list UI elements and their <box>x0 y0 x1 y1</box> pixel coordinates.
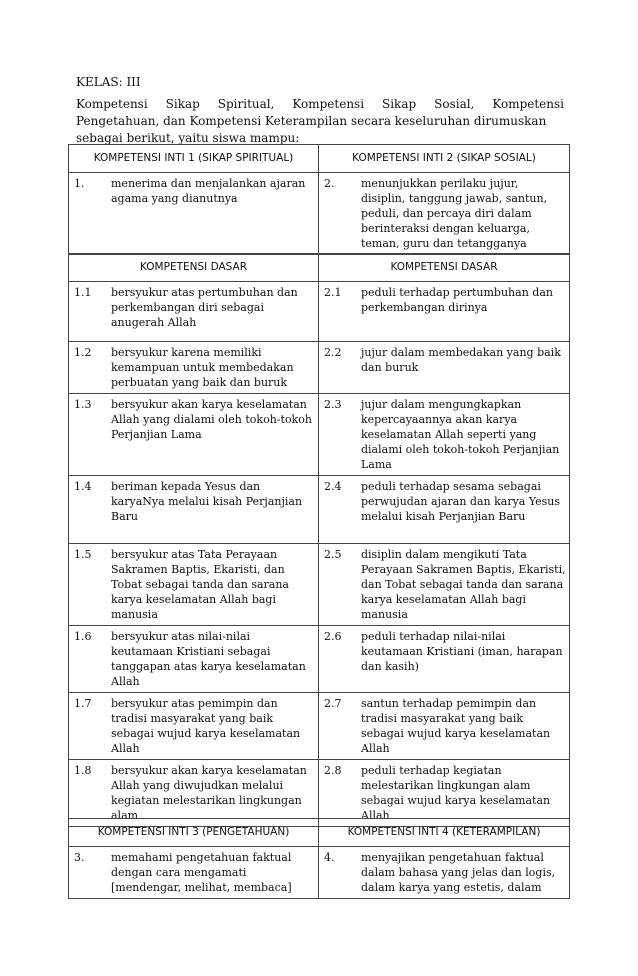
kd-row <box>69 544 570 626</box>
kd-text: santun terhadap pemimpin dan tradisi masyarakat yang baik sebagai wujud karya keselamatan Allah <box>361 697 551 755</box>
kd-text: peduli terhadap nilai-nilai keutamaan Kristiani (iman, harapan dan kasih) <box>361 630 563 673</box>
kd-right-cell <box>319 544 570 626</box>
kd-number: 2.8 <box>324 764 342 777</box>
kd-row <box>69 760 570 827</box>
kd-left-cell <box>69 476 319 544</box>
intro-line-2: sebagai berikut, yaitu siswa mampu: <box>76 131 300 145</box>
ki1-header: KOMPETENSI INTI 1 (SIKAP SPIRITUAL) <box>69 145 319 173</box>
ki4-number: 4. <box>324 851 335 864</box>
kd-number: 1.5 <box>74 548 92 561</box>
kd-number: 1.7 <box>74 697 92 710</box>
kd-text: beriman kepada Yesus dan karyaNya melalui kisah Perjanjian Baru <box>111 480 303 523</box>
ki2-text: menunjukkan perilaku jujur, disiplin, tanggung jawab, santun, peduli, dan percaya diri dalam berinteraksi dengan keluarga, teman, guru dan tetangganya <box>361 177 548 250</box>
ki34-header-row <box>69 819 570 847</box>
kd-text: bersyukur atas pertumbuhan dan perkembangan diri sebagai anugerah Allah <box>111 286 298 329</box>
ki3-number: 3. <box>74 851 85 864</box>
kd-left-cell <box>69 760 319 827</box>
kd-right-cell <box>319 626 570 693</box>
ki1-cell <box>69 173 319 255</box>
kd-right-cell <box>319 282 570 342</box>
kd-text: bersyukur karena memiliki kemampuan untuk membedakan perbuatan yang baik dan buruk <box>111 346 294 389</box>
ki1-number: 1. <box>74 177 85 190</box>
kd-text: jujur dalam membedakan yang baik dan buruk <box>361 346 561 374</box>
ki34-row <box>69 847 570 899</box>
kd-left-cell <box>69 282 319 342</box>
kd-text: bersyukur atas pemimpin dan tradisi masyarakat yang baik sebagai wujud karya keselamatan Allah <box>111 697 301 755</box>
kd-text: peduli terhadap pertumbuhan dan perkembangan dirinya <box>361 286 553 314</box>
kd-number: 1.3 <box>74 398 92 411</box>
kd-text: disiplin dalam mengikuti Tata Perayaan Sakramen Baptis, Ekaristi, dan Tobat sebagai tanda dan sarana karya keselamatan Allah bagi manusia <box>361 548 566 621</box>
kd-row <box>69 476 570 544</box>
ki-table-1-2 <box>68 144 570 255</box>
kd-number: 1.4 <box>74 480 92 493</box>
kd-number: 1.8 <box>74 764 92 777</box>
kd-left-cell <box>69 544 319 626</box>
ki1-text: menerima dan menjalankan ajaran agama yang dianutnya <box>111 177 306 205</box>
kd-number: 2.6 <box>324 630 342 643</box>
ki2-number: 2. <box>324 177 335 190</box>
kd-number: 1.6 <box>74 630 92 643</box>
ki2-cell <box>319 173 570 255</box>
kd-number: 2.4 <box>324 480 342 493</box>
kd-number: 2.3 <box>324 398 342 411</box>
kd-text: bersyukur akan karya keselamatan Allah yang dialami oleh tokoh-tokoh Perjanjian Lama <box>111 398 312 441</box>
kd-row <box>69 394 570 476</box>
kd-row <box>69 626 570 693</box>
ki3-cell <box>69 847 319 899</box>
kd-right-header: KOMPETENSI DASAR <box>319 254 570 282</box>
kd-number: 2.7 <box>324 697 342 710</box>
ki-table-3-4 <box>68 818 570 899</box>
kd-text: bersyukur akan karya keselamatan Allah yang diwujudkan melalui kegiatan melestarikan lingkungan alam <box>111 764 307 822</box>
kd-left-cell <box>69 342 319 394</box>
kd-left-cell <box>69 394 319 476</box>
kd-number: 2.1 <box>324 286 342 299</box>
kd-right-cell <box>319 476 570 544</box>
kd-text: peduli terhadap sesama sebagai perwujudan ajaran dan karya Yesus melalui kisah Perjanjian Baru <box>361 480 561 523</box>
kd-right-cell <box>319 693 570 760</box>
kd-left-cell <box>69 693 319 760</box>
kd-number: 2.5 <box>324 548 342 561</box>
kd-number: 1.1 <box>74 286 92 299</box>
ki-header-row <box>69 145 570 173</box>
kd-text: peduli terhadap kegiatan melestarikan lingkungan alam sebagai wujud karya keselamatan Allah <box>361 764 551 822</box>
kd-number: 1.2 <box>74 346 92 359</box>
kd-header-row <box>69 254 570 282</box>
kd-text: jujur dalam mengungkapkan kepercayaannya akan karya keselamatan Allah seperti yang dialami oleh tokoh-tokoh Perjanjian Lama <box>361 398 560 471</box>
ki4-header: KOMPETENSI INTI 4 (KETERAMPILAN) <box>319 819 570 847</box>
ki4-cell <box>319 847 570 899</box>
ki3-text: memahami pengetahuan faktual dengan cara mengamati [mendengar, melihat, membaca] <box>111 851 292 894</box>
kd-text: bersyukur atas Tata Perayaan Sakramen Baptis, Ekaristi, dan Tobat sebagai tanda dan sarana karya keselamatan Allah bagi manusia <box>111 548 289 621</box>
ki3-header: KOMPETENSI INTI 3 (PENGETAHUAN) <box>69 819 319 847</box>
kd-right-cell <box>319 394 570 476</box>
intro-paragraph <box>76 96 564 147</box>
ki-row <box>69 173 570 255</box>
kd-right-cell <box>319 760 570 827</box>
kd-left-cell <box>69 626 319 693</box>
ki4-text: menyajikan pengetahuan faktual dalam bahasa yang jelas dan logis, dalam karya yang estetis, dalam <box>361 851 556 894</box>
kd-row <box>69 342 570 394</box>
kd-text: bersyukur atas nilai-nilai keutamaan Kristiani sebagai tanggapan atas karya keselamatan Allah <box>111 630 306 688</box>
kd-number: 2.2 <box>324 346 342 359</box>
ki2-header: KOMPETENSI INTI 2 (SIKAP SOSIAL) <box>319 145 570 173</box>
kd-left-header: KOMPETENSI DASAR <box>69 254 319 282</box>
kd-row <box>69 282 570 342</box>
kd-row <box>69 693 570 760</box>
kd-table <box>68 253 570 827</box>
kd-right-cell <box>319 342 570 394</box>
intro-line-1: Kompetensi Sikap Spiritual, Kompetensi Sikap Sosial, Kompetensi Pengetahuan, dan Kompetensi Keterampilan secara keseluruhan dirumuskan <box>76 97 564 128</box>
class-label: KELAS: III <box>76 75 141 89</box>
